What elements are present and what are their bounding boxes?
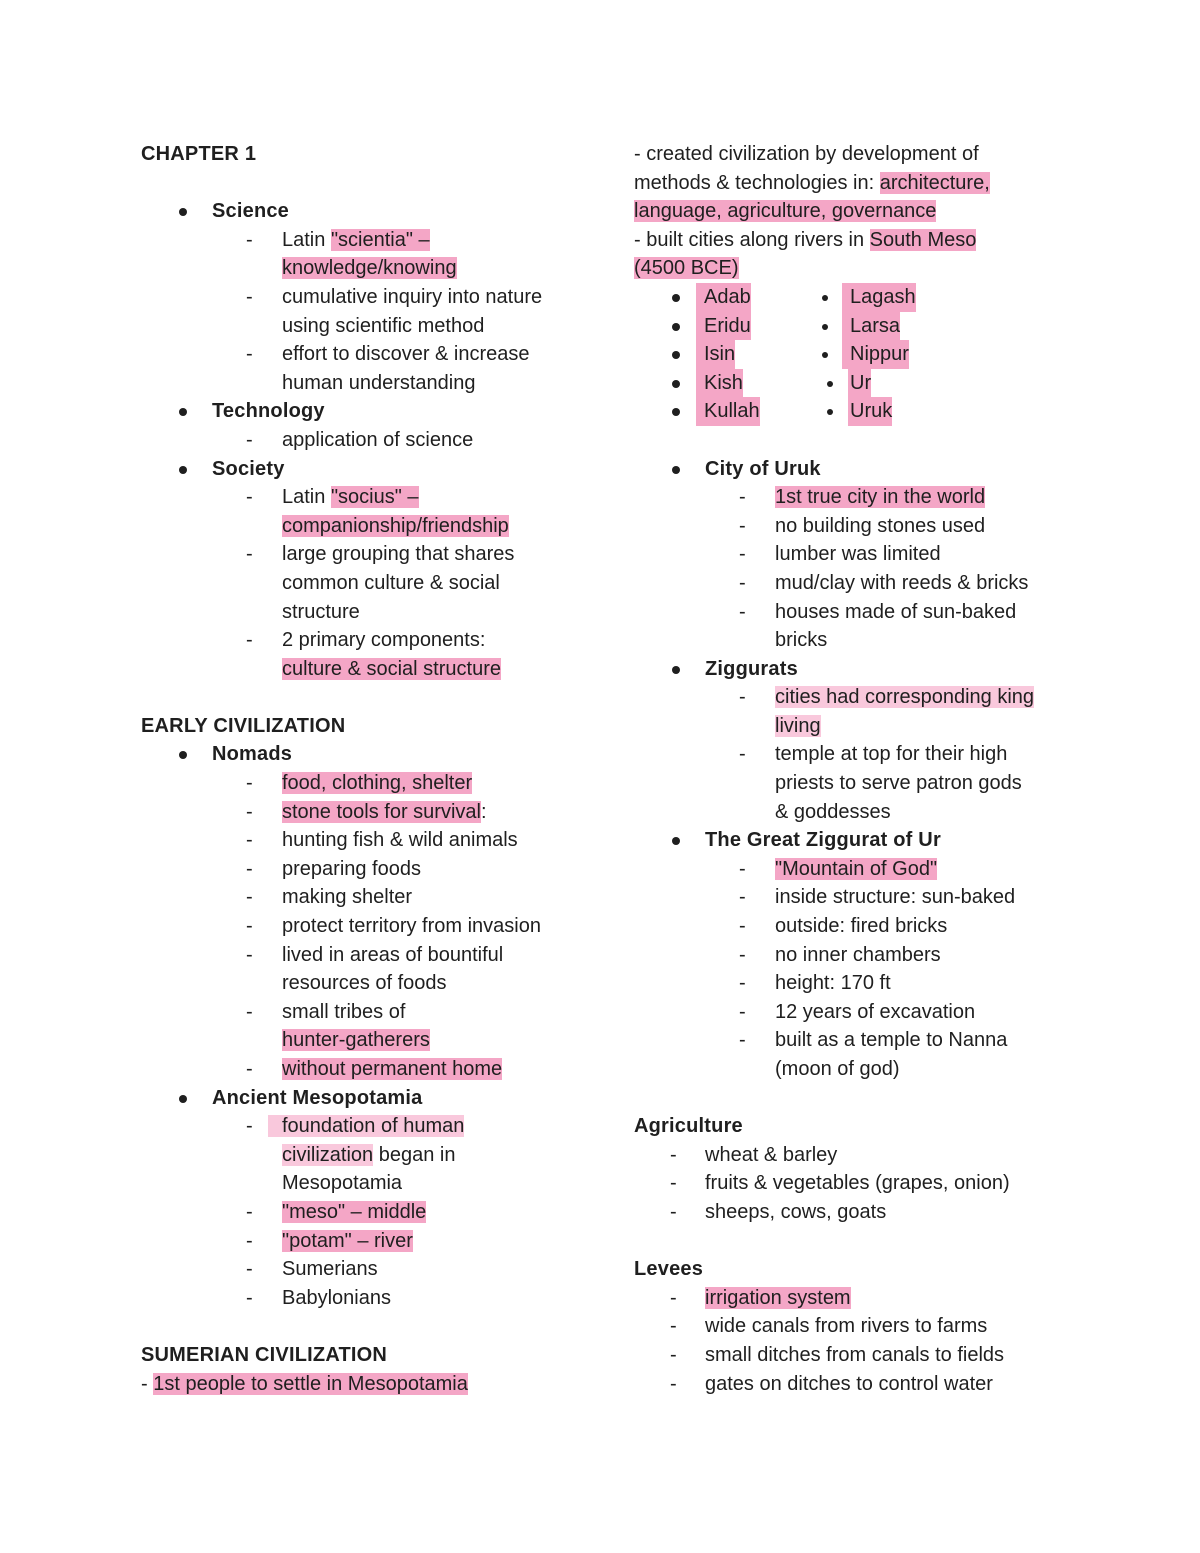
list-item: - 2 primary components: [246,629,486,652]
bullet-icon [179,408,187,416]
list-item-cont: common culture & social [282,571,500,594]
list-item: - Sumerians [246,1258,378,1281]
list-item: - wheat & barley [670,1143,838,1166]
bullet-icon [179,751,187,759]
list-item-cont: bricks [775,629,828,652]
list-item-cont: & goddesses [775,800,891,823]
bullet-icon [672,666,680,674]
bullet-icon [179,1095,187,1103]
city-list-row: Adab Lagash [634,283,1074,312]
list-item: - no building stones used [739,514,986,537]
list-item: - "Mountain of God" [739,857,938,880]
list-item: - lived in areas of bountiful [246,943,504,966]
list-item-cont: using scientific method [282,314,485,337]
list-item-cont: (moon of god) [775,1058,900,1080]
list-item-cont: human understanding [282,371,476,394]
list-item: - no inner chambers [739,943,941,966]
list-item-cont: knowledge/knowing [282,257,457,280]
list-item: - temple at top for their high [739,743,1008,766]
paragraph-line: - built cities along rivers in South Meso [634,228,977,251]
paragraph-line: methods & technologies in: architecture, [634,171,990,194]
list-item: - lumber was limited [739,543,941,566]
list-item-cont: civilization began in [282,1143,456,1166]
bullet-icon [822,352,828,358]
list-item-cont: structure [282,600,360,623]
list-item: - preparing foods [246,857,421,880]
ur-heading: The Great Ziggurat of Ur [634,826,1074,855]
bullet-icon [827,409,833,415]
bullet-icon [672,323,680,331]
list-item: - "meso" – middle [246,1200,427,1223]
right-column [634,140,1074,1398]
agriculture-heading: Agriculture [634,1115,743,1138]
sumerian-title: SUMERIAN CIVILIZATION [141,1343,388,1366]
bullet-icon [179,466,187,474]
spacer [141,1312,581,1341]
city-list-row: Isin Nippur [634,340,1074,369]
bullet-icon [672,380,680,388]
bullet-icon [822,324,828,330]
list-item: - without permanent home [246,1058,503,1080]
spacer [634,1227,1074,1256]
list-item-cont: resources of foods [282,972,447,995]
list-item: - small tribes of [246,1000,406,1023]
list-item: - application of science [246,428,474,451]
list-item-cont: priests to serve patron gods [775,772,1022,795]
paragraph-line: - created civilization by development of [634,143,979,165]
list-item: - "potam" – river [246,1229,413,1252]
list-item: - gates on ditches to control water [670,1372,993,1395]
list-item: - effort to discover & increase [246,343,530,366]
list-item: - fruits & vegetables (grapes, onion) [670,1172,1010,1195]
early-civilization-title: EARLY CIVILIZATION [141,714,346,737]
list-item-cont: hunter-gatherers [282,1029,430,1052]
list-item: - hunting fish & wild animals [246,829,518,852]
list-item: - foundation of human [246,1115,465,1138]
list-item: - mud/clay with reeds & bricks [739,571,1029,594]
levees-heading: Levees [634,1258,704,1281]
list-item: - making shelter [246,886,413,909]
list-item: - 12 years of excavation [739,1000,976,1023]
uruk-heading: City of Uruk [634,455,1074,484]
list-item: - inside structure: sun-baked [739,886,1016,909]
spacer [141,169,581,198]
list-item-cont: living [775,714,821,737]
mesopotamia-heading: Ancient Mesopotamia [141,1084,581,1113]
bullet-icon [179,208,187,216]
list-item: - protect territory from invasion [246,915,541,938]
list-item: - outside: fired bricks [739,915,948,938]
sumerian-item: - 1st people to settle in Mesopotamia [141,1372,468,1395]
paragraph-line: (4500 BCE) [634,257,739,280]
city-list-row: Kullah Uruk [634,397,1074,426]
list-item: - stone tools for survival: [246,800,487,823]
bullet-icon [672,837,680,845]
list-item: - 1st true city in the world [739,486,986,509]
bullet-icon [672,466,680,474]
bullet-icon [672,294,680,302]
list-item: - sheeps, cows, goats [670,1200,887,1223]
list-item: - Latin "scientia" – [246,228,430,251]
list-item: - irrigation system [670,1286,851,1309]
left-column [141,140,581,1398]
list-item: - Babylonians [246,1286,391,1309]
bullet-icon [827,381,833,387]
list-item: - houses made of sun-baked [739,600,1017,623]
ziggurats-heading: Ziggurats [634,655,1074,684]
list-item-cont: companionship/friendship [282,514,509,537]
technology-heading: Technology [141,397,581,426]
bullet-icon [822,295,828,301]
science-heading: Science [141,197,581,226]
list-item: - wide canals from rivers to farms [670,1315,988,1338]
list-item: - built as a temple to Nanna [739,1029,1008,1052]
list-item: - small ditches from canals to fields [670,1343,1005,1366]
list-item-cont: Mesopotamia [282,1172,403,1195]
bullet-icon [672,351,680,359]
chapter-title: CHAPTER 1 [141,143,257,165]
bullet-icon [672,408,680,416]
city-list-row: Eridu Larsa [634,312,1074,341]
spacer [141,683,581,712]
city-list-row: Kish Ur [634,369,1074,398]
list-item: - Latin "socius" – [246,486,419,509]
list-item: - large grouping that shares [246,543,515,566]
list-item-cont: culture & social structure [282,657,501,680]
spacer [634,426,1074,455]
spacer [634,1084,1074,1113]
paragraph-line: language, agriculture, governance [634,200,937,223]
list-item: - cumulative inquiry into nature [246,285,543,308]
nomads-heading: Nomads [141,740,581,769]
list-item: - food, clothing, shelter [246,772,473,795]
society-heading: Society [141,455,581,484]
list-item: - cities had corresponding king [739,686,1035,709]
list-item: - height: 170 ft [739,972,891,995]
